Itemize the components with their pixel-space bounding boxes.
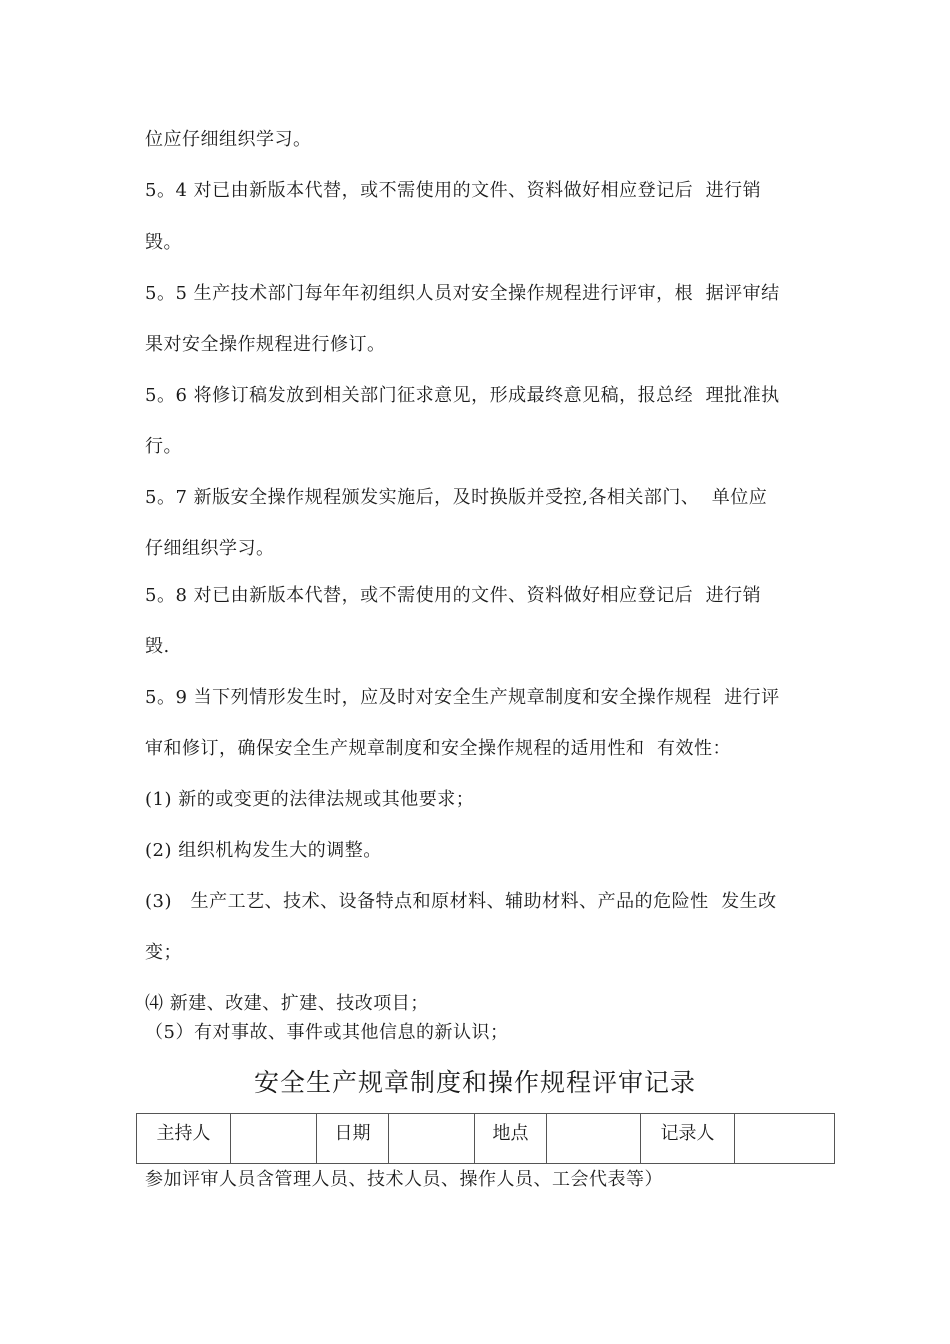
table-row bbox=[137, 1114, 835, 1164]
paragraph-line: 果对安全操作规程进行修订。 bbox=[145, 334, 386, 355]
review-record-table bbox=[136, 1113, 835, 1164]
list-item: （5）有对事故、事件或其他信息的新认识； bbox=[145, 1022, 509, 1043]
list-item: (2) 组织机构发生大的调整。 bbox=[145, 840, 382, 861]
list-item: (1) 新的或变更的法律法规或其他要求； bbox=[145, 789, 475, 810]
paragraph-line: 5。5 生产技术部门每年年初组织人员对安全操作规程进行评审，根 据评审结 bbox=[145, 283, 780, 304]
paragraph-line: 毁. bbox=[145, 636, 170, 657]
paragraph-line: 5。9 当下列情形发生时，应及时对安全生产规章制度和安全操作规程 进行评 bbox=[145, 687, 780, 708]
host-value-cell[interactable] bbox=[231, 1114, 317, 1164]
recorder-label: 记录人 bbox=[641, 1114, 735, 1164]
paragraph-line: 毁。 bbox=[145, 232, 182, 253]
paragraph-line: 5。4 对已由新版本代替，或不需使用的文件、资料做好相应登记后 进行销 bbox=[145, 180, 762, 201]
paragraph-line: 行。 bbox=[145, 436, 182, 457]
participants-label: 参加评审人员含管理人员、技术人员、操作人员、工会代表等） bbox=[145, 1169, 663, 1190]
place-value-cell[interactable] bbox=[547, 1114, 641, 1164]
list-item-continuation: 变； bbox=[145, 942, 182, 963]
paragraph-line: 5。7 新版安全操作规程颁发实施后，及时换版并受控,各相关部门、 单位应 bbox=[145, 487, 768, 508]
list-item: (3) 生产工艺、技术、设备特点和原材料、辅助材料、产品的危险性 发生改 bbox=[145, 891, 777, 912]
paragraph-line: 5。6 将修订稿发放到相关部门征求意见，形成最终意见稿，报总经 理批准执 bbox=[145, 385, 780, 406]
date-label: 日期 bbox=[317, 1114, 389, 1164]
date-value-cell[interactable] bbox=[389, 1114, 475, 1164]
record-title: 安全生产规章制度和操作规程评审记录 bbox=[253, 1068, 696, 1097]
paragraph-line: 位应仔细组织学习。 bbox=[145, 129, 312, 150]
host-label: 主持人 bbox=[137, 1114, 231, 1164]
paragraph-line: 5。8 对已由新版本代替，或不需使用的文件、资料做好相应登记后 进行销 bbox=[145, 585, 762, 606]
paragraph-line: 仔细组织学习。 bbox=[145, 538, 275, 559]
place-label: 地点 bbox=[475, 1114, 547, 1164]
list-item: ⑷ 新建、改建、扩建、技改项目； bbox=[145, 993, 429, 1014]
recorder-value-cell[interactable] bbox=[735, 1114, 835, 1164]
paragraph-line: 审和修订，确保安全生产规章制度和安全操作规程的适用性和 有效性： bbox=[145, 738, 731, 759]
